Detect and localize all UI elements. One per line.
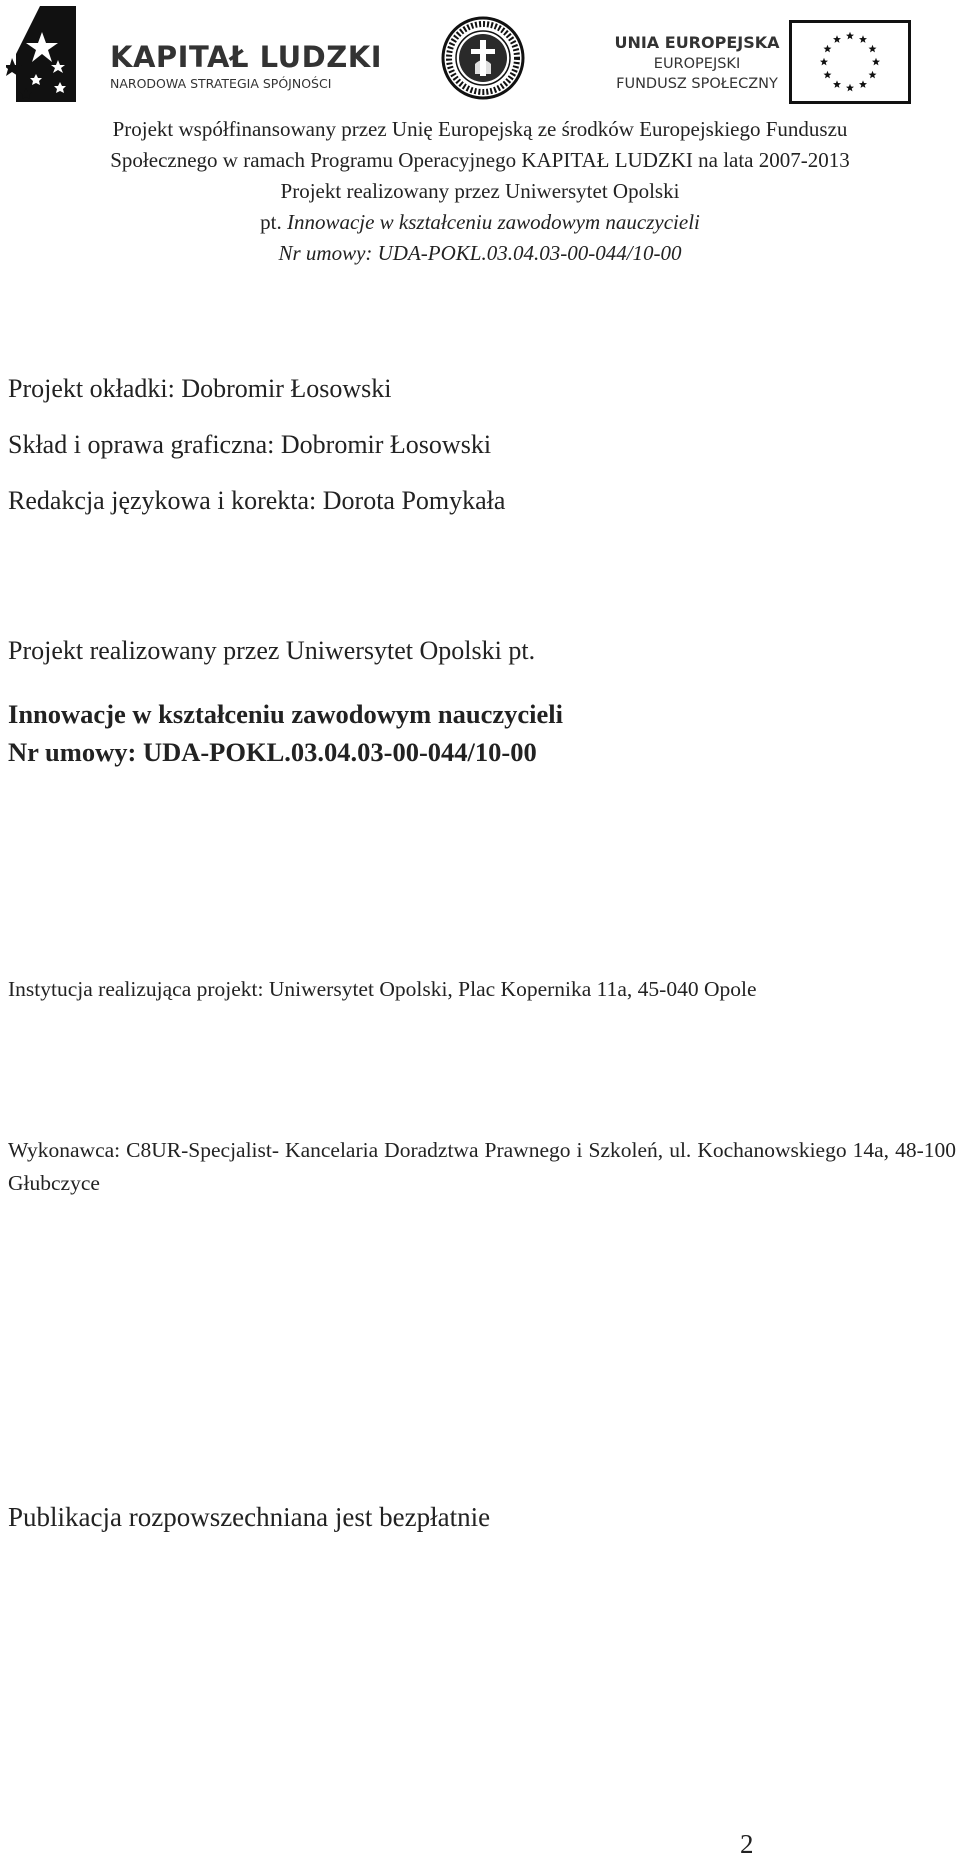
header-line-cofinanced: Projekt współfinansowany przez Unię Europejską ze środków Europejskiego Funduszu: [112, 117, 848, 141]
eu-fund-text: [606, 32, 788, 94]
eu-flag-icon: [789, 20, 911, 104]
kapital-ludzki-logo: [6, 2, 386, 108]
credit-cover: Projekt okładki: Dobromir Łosowski: [8, 374, 392, 403]
header-line-realized-by: Projekt realizowany przez Uniwersytet Opolski: [280, 179, 680, 203]
project-header: [0, 114, 960, 269]
eu-line2: EUROPEJSKI: [653, 56, 741, 72]
page-number: 2: [740, 1829, 754, 1859]
eu-line1: UNIA EUROPEJSKA: [614, 33, 780, 52]
project-info: [8, 633, 563, 771]
credit-layout: Skład i oprawa graficzna: Dobromir Łosowski: [8, 430, 492, 459]
kapital-ludzki-title: KAPITAŁ LUDZKI: [110, 40, 383, 74]
credits: [8, 371, 505, 539]
kapital-ludzki-subtitle: NARODOWA STRATEGIA SPÓJNOŚCI: [110, 76, 332, 91]
project-title: Innowacje w kształceniu zawodowym nauczycieli: [8, 699, 563, 729]
header-line-program: Społecznego w ramach Programu Operacyjnego KAPITAŁ LUDZKI na lata 2007-2013: [110, 148, 850, 172]
free-distribution-note: Publikacja rozpowszechniana jest bezpłatnie: [8, 1502, 491, 1532]
contractor-paragraph: Wykonawca: C8UR-Specjalist- Kancelaria Doradztwa Prawnego i Szkoleń, ul. Kochanowskiego 14a, 48-100 Głubczyce: [8, 1138, 956, 1195]
eu-line3: FUNDUSZ SPOŁECZNY: [616, 76, 778, 92]
header-line-title: [0, 207, 960, 238]
header-title-prefix: pt.: [260, 210, 287, 234]
header-title-italic: Innowacje w kształceniu zawodowym nauczycieli: [286, 210, 700, 234]
logo-bar: [0, 0, 960, 112]
credit-editing: Redakcja językowa i korekta: Dorota Pomykała: [8, 486, 506, 515]
institution-paragraph: Instytucja realizująca projekt: Uniwersytet Opolski, Plac Kopernika 11a, 45-040 Opole: [8, 977, 757, 1001]
stars-emblem-icon: [6, 2, 104, 108]
project-realized-by: Projekt realizowany przez Uniwersytet Opolski pt.: [8, 636, 536, 665]
project-contract: Nr umowy: UDA-POKL.03.04.03-00-044/10-00: [8, 737, 537, 767]
header-line-contract: Nr umowy: UDA-POKL.03.04.03-00-044/10-00: [278, 241, 682, 265]
university-seal-icon: [441, 16, 525, 100]
